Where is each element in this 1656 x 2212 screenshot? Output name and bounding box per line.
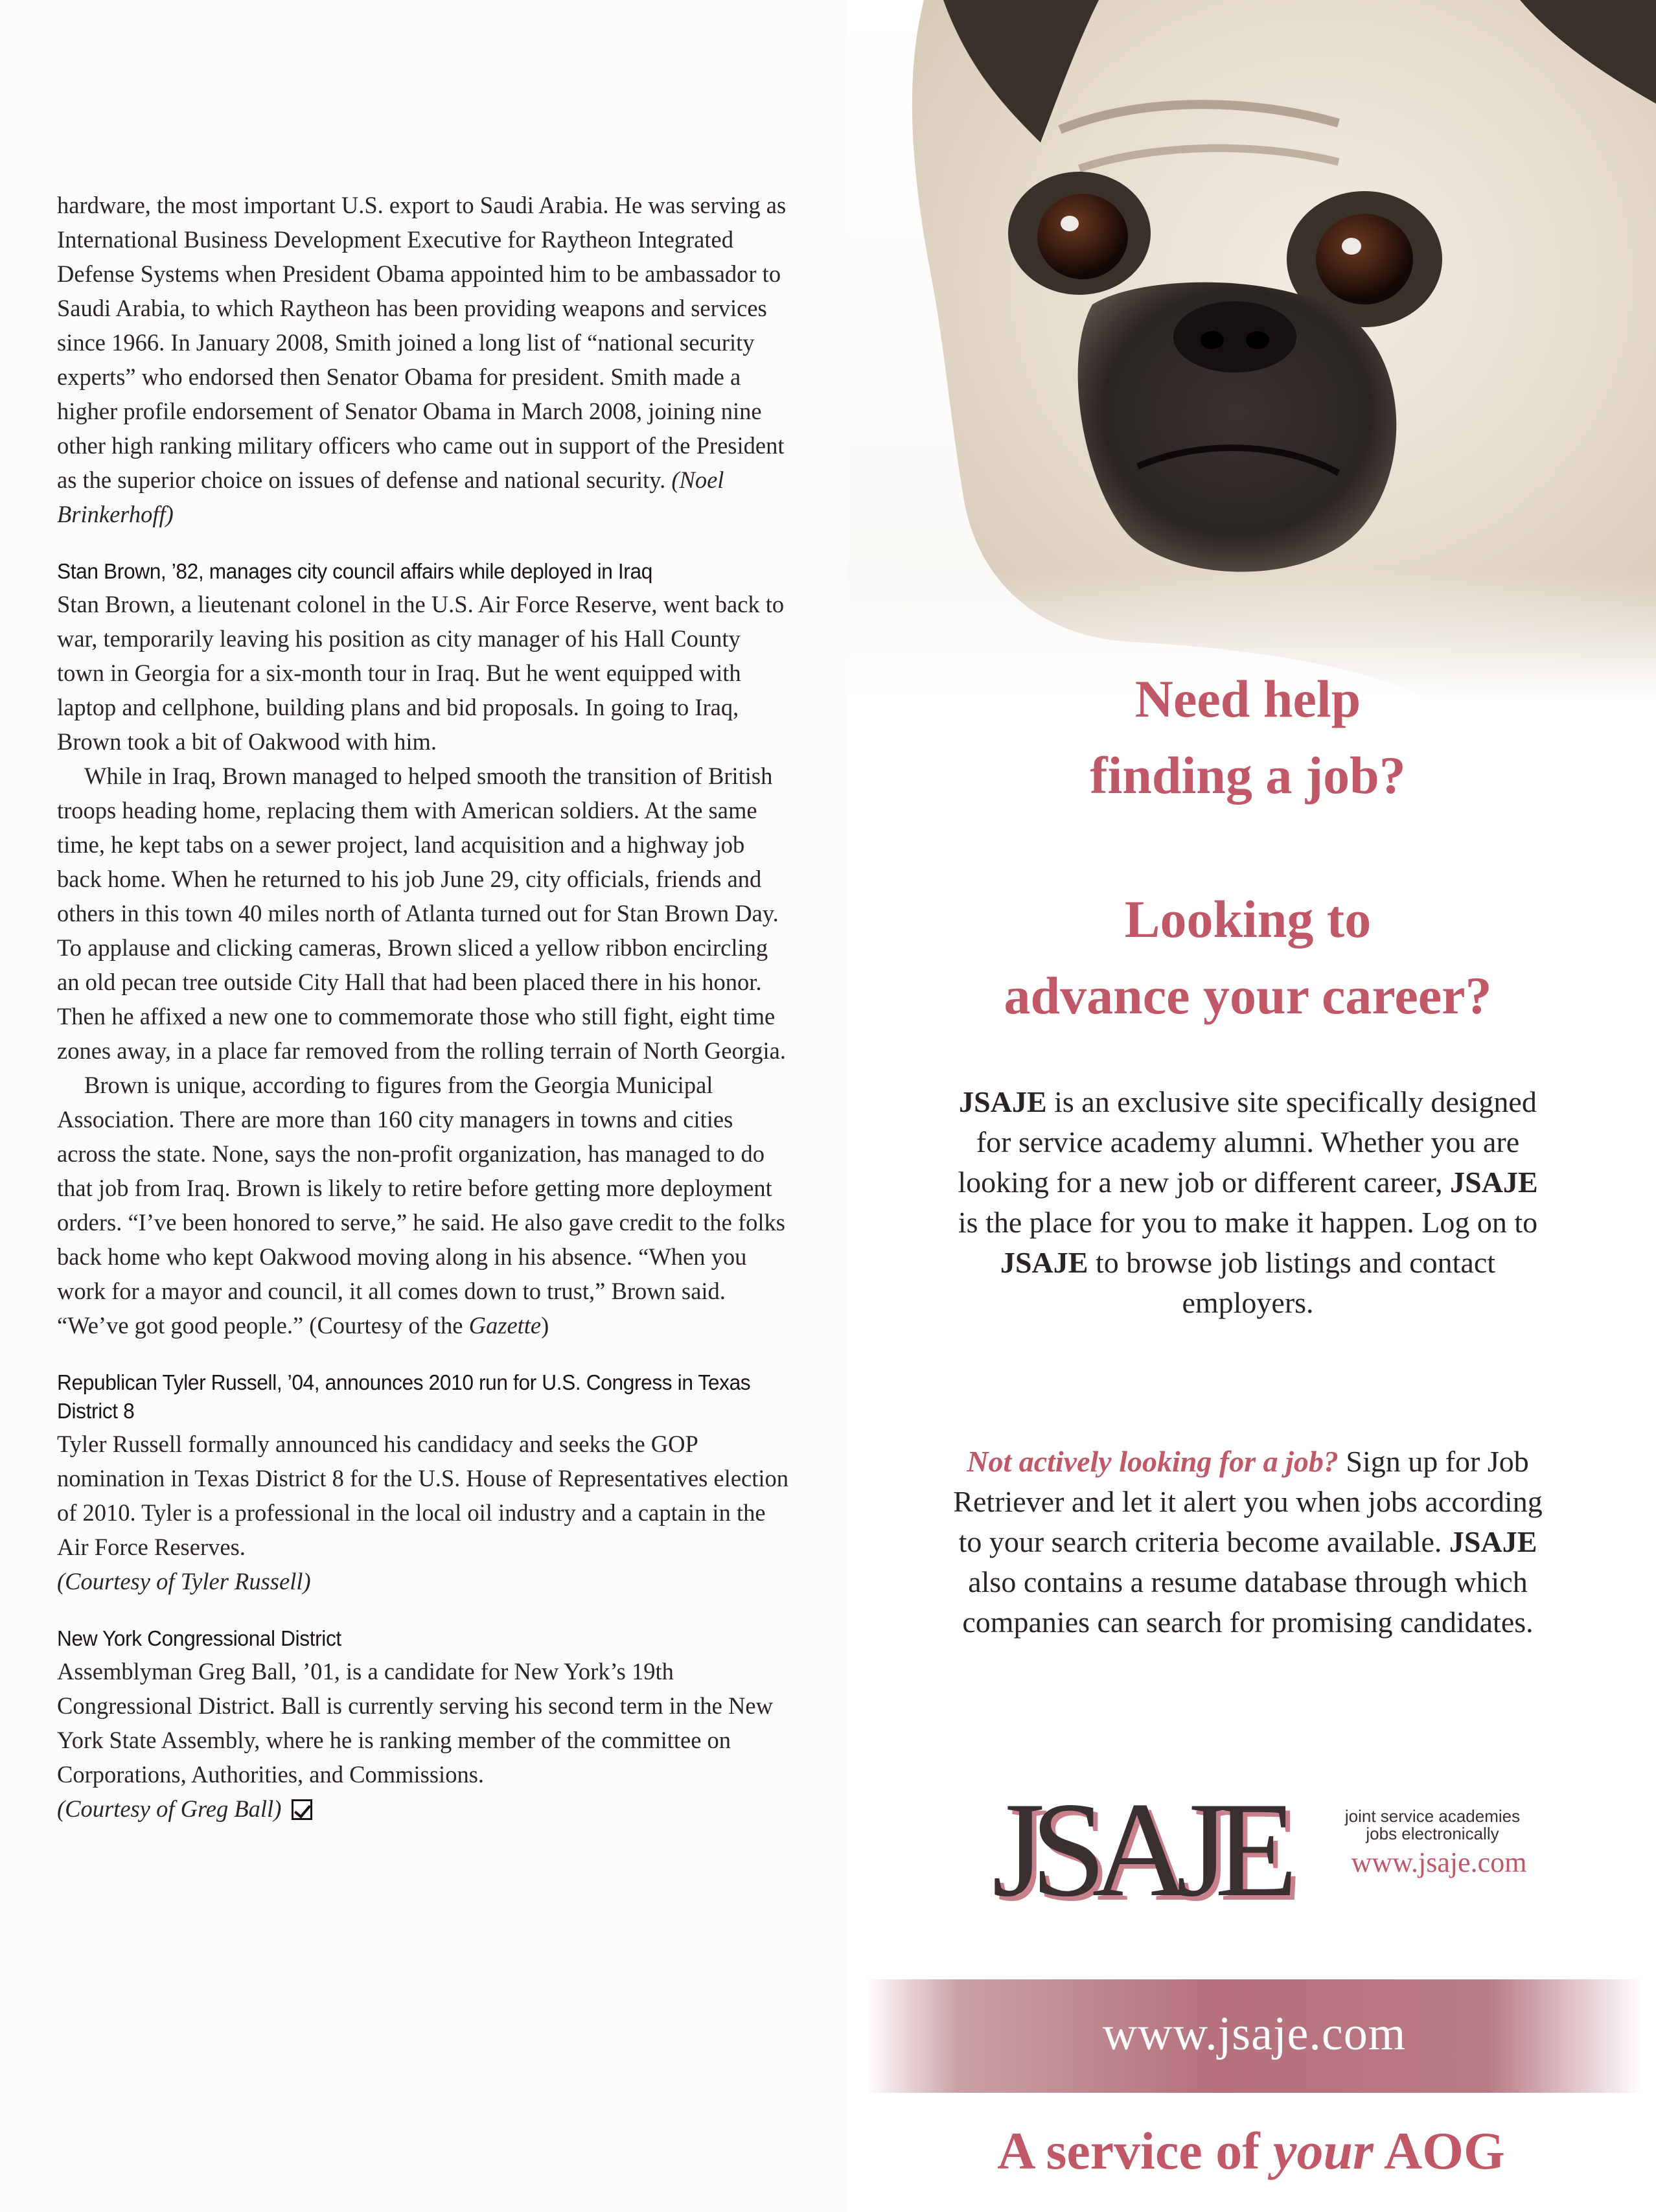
stan-brown-paragraph-3-text: Brown is unique, according to figures from the Georgia Municipal Association. There are more than 160 city managers in towns and cities across the state. None, says the non-profit organization, has managed to do that job from Iraq. Brown is likely to retire before getting more deployment orders. “I’ve been honored to serve,” he said. He also gave credit to the folks back home who kept Oakwood moving along in his absence. “When you work for a mayor and council, it all comes down to trust,” Brown said. “We’ve got good people.” (Courtesy of the: [57, 1072, 785, 1339]
ad-headline-advance-line1: Looking to: [1124, 890, 1372, 949]
stan-brown-source: Gazette: [468, 1312, 542, 1339]
ad-description-part1: is an exclusive site specifically designed for service academy alumni. Whether you are looking for a new job or different career,: [958, 1085, 1537, 1199]
website-banner: [866, 1979, 1643, 2093]
pug-photo: [846, 0, 1656, 700]
website-url-link[interactable]: www.jsaje.com: [1102, 2007, 1407, 2060]
jsaje-logo-tagline: [1316, 1808, 1549, 1843]
footer-italic: your: [1273, 2121, 1374, 2180]
ad-headline-advance-career: [846, 881, 1650, 1034]
stan-brown-headline: Stan Brown, ’82, manages city council affairs while deployed in Iraq: [57, 559, 652, 583]
intro-text: hardware, the most important U.S. export to Saudi Arabia. He was serving as International Business Development Executive for Raytheon Integrated Defense Systems when President Obama appointed him to be ambassador to Saudi Arabia, to which Raytheon has been providing weapons and services since 1966. In January 2008, Smith joined a long list of “national security experts” who endorsed then Senator Obama for president. Smith made a higher profile endorsement of Senator Obama in March 2008, joining nine other high ranking military officers who came out in support of the President as the superior choice on issues of defense and national security.: [57, 192, 787, 493]
pug-illustration: [846, 0, 1656, 700]
new-york-headline: New York Congressional District: [57, 1626, 341, 1650]
article-intro-paragraph: [57, 188, 789, 531]
jsaje-logo: [992, 1775, 1575, 1924]
stan-brown-paragraph-3: [57, 1068, 789, 1342]
jsaje-logo-mark: JSAJE: [992, 1775, 1284, 1925]
ad-headline-advance-line2: advance your career?: [1004, 966, 1492, 1025]
job-retriever-part1: Sign up for Job Retriever and let it alert you when jobs according to your search criteria become available.: [953, 1445, 1543, 1558]
ad-description-part2: is the place for you to make it happen. Log on to: [958, 1206, 1538, 1239]
logo-tagline-line2: jobs electronically: [1366, 1824, 1499, 1843]
new-york-text: Assemblyman Greg Ball, ’01, is a candidate for New York’s 19th Congressional District. Ball is currently serving his second term in the New York State Assembly, where he is ranking member of the committee on Corporations, Authorities, and Commissions.: [57, 1658, 773, 1788]
tyler-russell-text: Tyler Russell formally announced his candidacy and seeks the GOP nomination in Texas District 8 for the U.S. House of Representatives election of 2010. Tyler is a professional in the local oil industry and a captain in the Air Force Reserves.: [57, 1431, 789, 1560]
brand-name: JSAJE: [1000, 1246, 1088, 1279]
stan-brown-paragraph-1: Stan Brown, a lieutenant colonel in the U.S. Air Force Reserve, went back to war, temporarily leaving his position as city manager of his Hall County town in Georgia for a six-month tour in Iraq. But he went equipped with laptop and cellphone, building plans and bid proposals. In going to Iraq, Brown took a bit of Oakwood with him.: [57, 591, 785, 755]
job-retriever-part2: also contains a resume database through which companies can search for promising candidates.: [962, 1565, 1534, 1639]
new-york-credit: (Courtesy of Greg Ball): [57, 1795, 282, 1822]
tyler-russell-headline: Republican Tyler Russell, ’04, announces 2010 run for U.S. Congress in Texas District 8: [57, 1370, 751, 1423]
ad-description: [956, 1082, 1539, 1323]
brand-name: JSAJE: [1450, 1166, 1538, 1199]
footer-part2: AOG: [1373, 2121, 1505, 2180]
ad-footer-tagline: [846, 2119, 1656, 2183]
intro-credit: (Noel Brinkerhoff): [57, 467, 724, 527]
brand-name: JSAJE: [1449, 1525, 1537, 1558]
ad-headline-need-help-line1: Need help: [1134, 669, 1361, 728]
job-retriever-lead: Not actively looking for a job?: [967, 1445, 1339, 1478]
job-retriever-description: [943, 1442, 1552, 1642]
jsaje-advertisement: [846, 0, 1656, 2212]
brand-name: JSAJE: [959, 1085, 1047, 1118]
ad-headline-need-help-line2: finding a job?: [1090, 746, 1406, 805]
stan-brown-paragraph-2: While in Iraq, Brown managed to helped smooth the transition of British troops heading home, replacing them with American soldiers. At the same time, he kept tabs on a sewer project, land acquisition and a highway job back home. When he returned to his job June 29, city officials, friends and others in this town 40 miles north of Atlanta turned out for Stan Brown Day. To applause and clicking cameras, Brown sliced a yellow ribbon encircling an old pecan tree outside City Hall that had been placed there in his honor. Then he affixed a new one to commemorate those who still fight, eight time zones away, in a place far removed from the rolling terrain of North Georgia.: [57, 763, 786, 1064]
jsaje-logo-url: www.jsaje.com: [1351, 1847, 1527, 1878]
article-column: [57, 188, 789, 1826]
new-york-paragraph: [57, 1654, 789, 1826]
stan-brown-source-close: ): [541, 1312, 549, 1339]
footer-part1: A service of: [997, 2121, 1274, 2180]
ad-description-part3: to browse job listings and contact employers.: [1088, 1246, 1496, 1319]
logo-tagline-line1: joint service academies: [1344, 1806, 1521, 1826]
tyler-russell-paragraph: [57, 1427, 789, 1598]
end-of-article-checkmark-icon: [292, 1799, 312, 1820]
tyler-russell-credit: (Courtesy of Tyler Russell): [57, 1568, 311, 1595]
ad-headline-need-help: [846, 661, 1650, 814]
